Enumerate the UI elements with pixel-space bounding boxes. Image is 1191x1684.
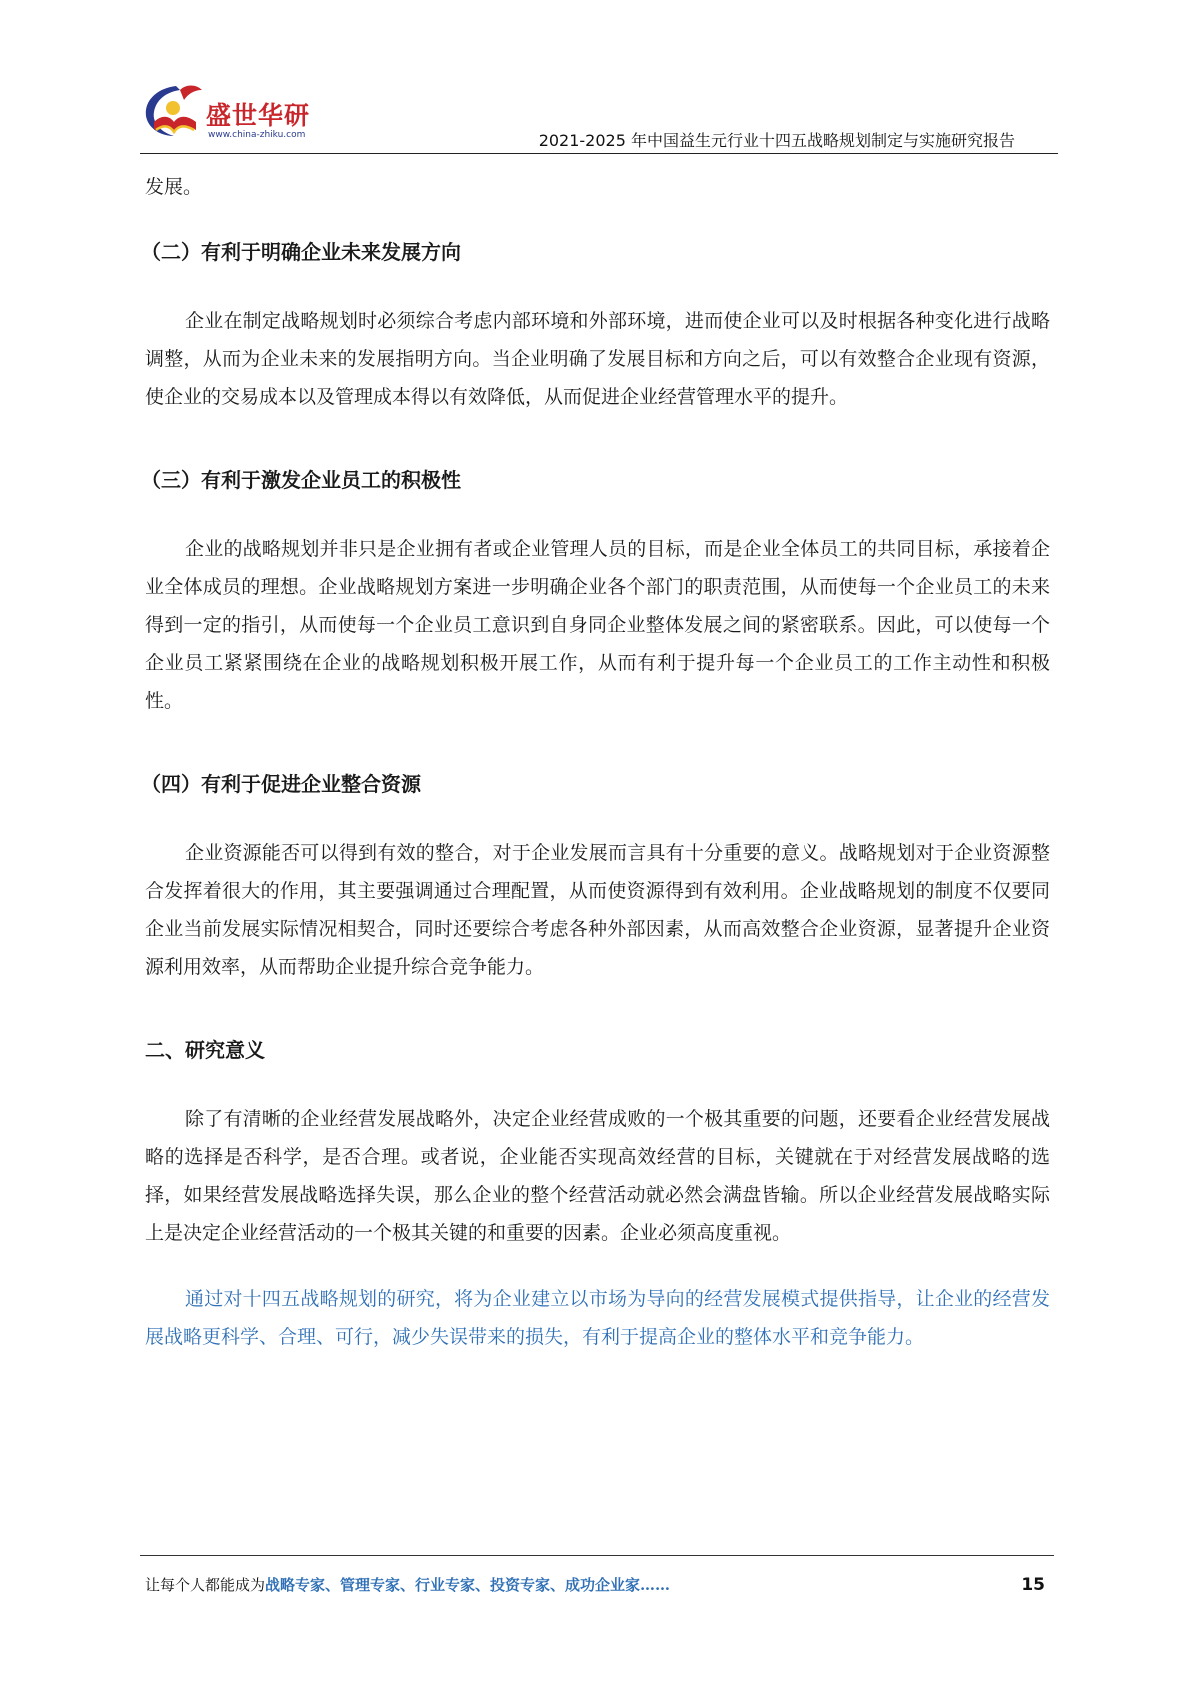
page-header <box>0 0 1191 160</box>
section-heading-2: （二）有利于明确企业未来发展方向 <box>141 240 461 264</box>
header-divider <box>140 153 1058 154</box>
page-footer <box>145 1572 1045 1598</box>
footer-slogan-highlight: 战略专家、管理专家、行业专家、投资专家、成功企业家…… <box>265 1576 671 1594</box>
logo-url: www.china-zhiku.com <box>208 130 306 140</box>
company-logo <box>140 82 310 146</box>
page-number: 15 <box>1021 1575 1045 1595</box>
section-paragraph-3: 企业的战略规划并非只是企业拥有者或企业管理人员的目标，而是企业全体员工的共同目标，承接着企业全体成员的理想。企业战略规划方案进一步明确企业各个部门的职责范围，从而使每一个企业员工的未来得到一定的指引，从而使每一个企业员工意识到自身同企业整体发展之间的紧密联系。因此，可以使每一个企业员工紧紧围绕在企业的战略规划积极开展工作，从而有利于提升每一个企业员工的工作主动性和积极性。 <box>145 538 1050 712</box>
section-paragraph-2: 企业在制定战略规划时必须综合考虑内部环境和外部环境，进而使企业可以及时根据各种变化进行战略调整，从而为企业未来的发展指明方向。当企业明确了发展目标和方向之后，可以有效整合企业现有资源，使企业的交易成本以及管理成本得以有效降低，从而促进企业经营管理水平的提升。 <box>145 310 1050 408</box>
logo-emblem-icon <box>140 82 210 144</box>
highlight-paragraph: 通过对十四五战略规划的研究，将为企业建立以市场为导向的经营发展模式提供指导，让企业的经营发展战略更科学、合理、可行，减少失误带来的损失，有利于提高企业的整体水平和竞争能力。 <box>145 1288 1050 1348</box>
intro-fragment: 发展。 <box>145 176 203 198</box>
research-significance-paragraph: 除了有清晰的企业经营发展战略外，决定企业经营成败的一个极其重要的问题，还要看企业经营发展战略的选择是否科学，是否合理。或者说，企业能否实现高效经营的目标，关键就在于对经营发展战略的选择，如果经营发展战略选择失误，那么企业的整个经营活动就必然会满盘皆输。所以企业经营发展战略实际上是决定企业经营活动的一个极其关键的和重要的因素。企业必须高度重视。 <box>145 1108 1050 1244</box>
report-title: 2021-2025 年中国益生元行业十四五战略规划制定与实施研究报告 <box>538 131 1015 150</box>
page-body <box>141 168 1050 1356</box>
section-heading-3: （三）有利于激发企业员工的积极性 <box>141 468 461 492</box>
research-significance-heading: 二、研究意义 <box>145 1038 265 1062</box>
footer-divider <box>140 1555 1054 1556</box>
logo-name: 盛世华研 <box>206 101 311 130</box>
section-heading-4: （四）有利于促进企业整合资源 <box>141 772 421 796</box>
footer-slogan-prefix: 让每个人都能成为 <box>145 1576 266 1594</box>
section-paragraph-4: 企业资源能否可以得到有效的整合，对于企业发展而言具有十分重要的意义。战略规划对于企业资源整合发挥着很大的作用，其主要强调通过合理配置，从而使资源得到有效利用。企业战略规划的制度不仅要同企业当前发展实际情况相契合，同时还要综合考虑各种外部因素，从而高效整合企业资源，显著提升企业资源利用效率，从而帮助企业提升综合竞争能力。 <box>145 842 1050 978</box>
